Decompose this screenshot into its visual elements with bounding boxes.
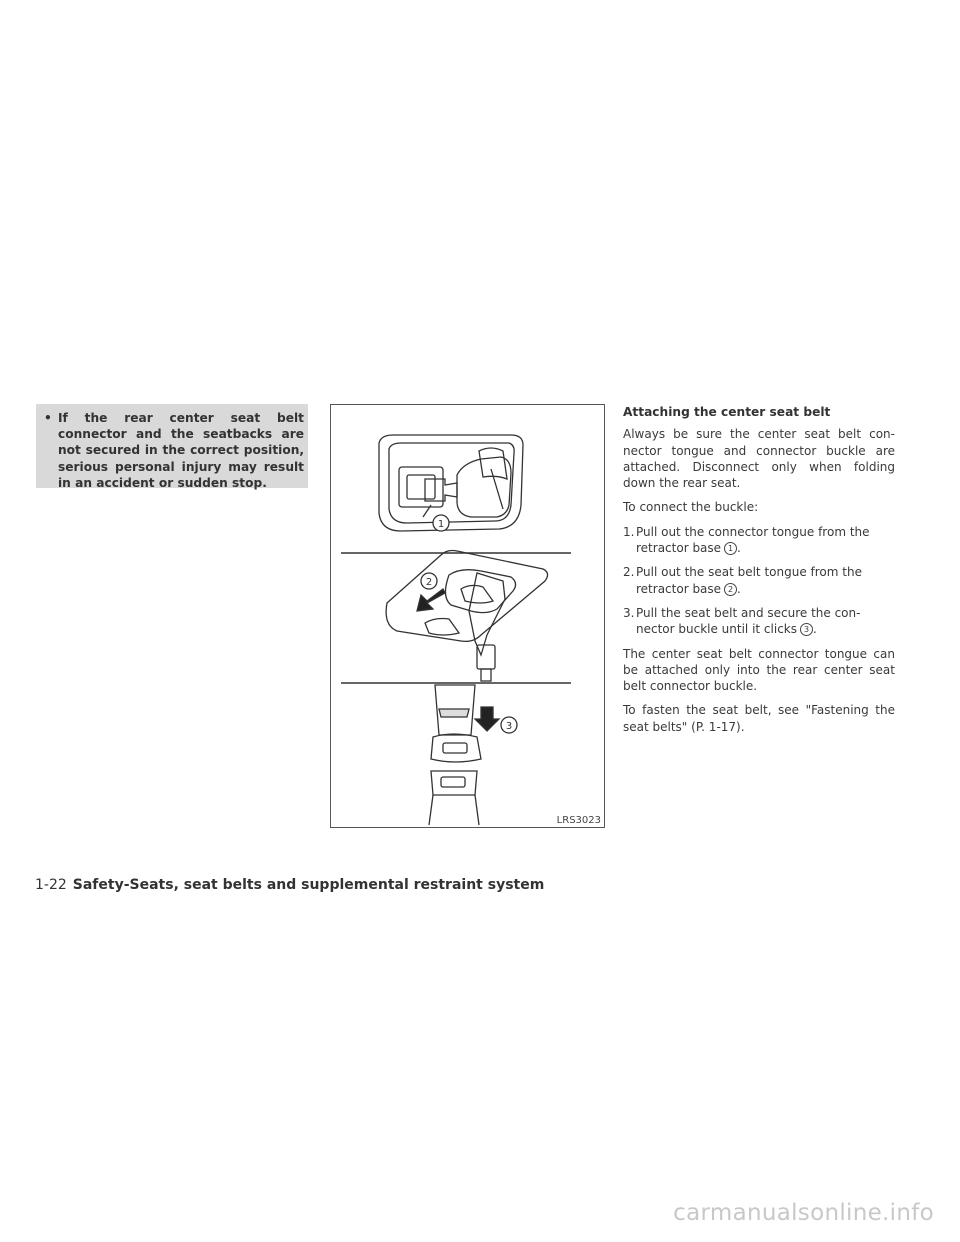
figure-id: LRS3023 [556,815,601,826]
step-end: . [813,622,817,637]
warning-text: If the rear center seat belt connector and the seatbacks are not secured in the correct position, serious personal injury may result in an accident or sudden stop. [58,411,304,490]
content-column [623,404,895,743]
step-text: Pull the seat belt and secure the con-nector buckle until it clicks [636,605,861,637]
watermark: carmanualsonline.info [673,1200,934,1226]
intro-paragraph: Always be sure the center seat belt con-nector tongue and connector buckle are attached. Disconnect only when folding down the rear seat. [623,427,895,491]
step-end: . [737,581,741,596]
callout-1: 1 [437,519,445,530]
callout-3: 3 [505,721,513,732]
step-text: Pull out the seat belt tongue from the retractor base [636,565,862,596]
section-title: Safety-Seats, seat belts and supplemental restraint system [72,877,545,893]
circled-number: 3 [800,623,813,636]
section-heading: Attaching the center seat belt [623,405,831,419]
step-text: Pull out the connector tongue from the retractor base [636,524,870,556]
bullet: • [44,411,52,425]
illustration-drawing [331,405,604,827]
warning-box [36,404,308,488]
step-1 [623,524,895,557]
seat-belt-illustration [330,404,605,828]
page-footer [35,877,544,893]
reference-paragraph: To fasten the seat belt, see "Fastening the seat belts" (P. 1-17). [623,703,895,734]
step-number: 3. [623,605,635,620]
circled-number: 1 [724,542,737,555]
step-number: 2. [623,565,635,580]
page-number: 1-22 [35,877,67,893]
circled-number: 2 [724,583,737,596]
step-2 [623,564,895,597]
step-number: 1. [623,524,635,539]
connect-intro: To connect the buckle: [623,500,759,515]
callout-2: 2 [425,577,433,588]
step-end: . [737,541,741,556]
step-3 [623,605,895,638]
connector-paragraph: The center seat belt connector tongue can be attached only into the rear center seat belt connector buckle. [623,646,895,694]
